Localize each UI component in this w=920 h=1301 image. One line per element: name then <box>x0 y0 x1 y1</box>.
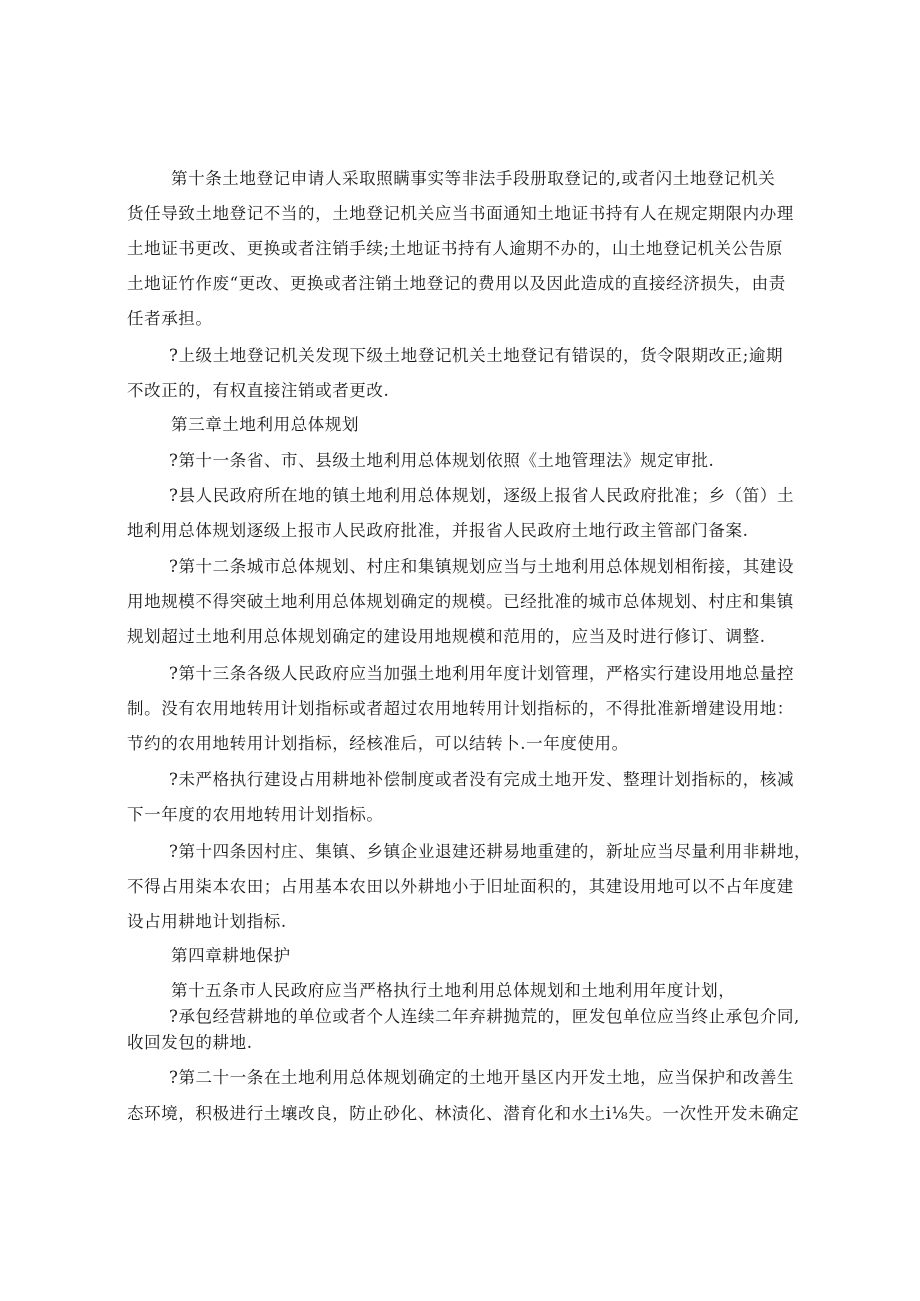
paragraph-line: 土地证书更改、更换或者注销手续;土地证书持有人逾期不办的，山土地登记机关公告原 <box>127 239 783 258</box>
paragraph-line: ?第二十一条在土地利用总体规划确定的土地开垦区内开发土地，应当保护和改善生 <box>169 1068 795 1087</box>
paragraph-line: 土地证竹作废“更改、更换或者注销土地登记的费用以及因此造成的直接经济损失，由责 <box>127 274 786 293</box>
paragraph-line: 规划超过土地利用总体规划确定的建设用地规模和范用的，应当及时进行修订、调整. <box>127 627 766 646</box>
paragraph-line: 第十条土地登记申请人采取照瞒事实等非法手段册取登记的,或者闪土地登记机关 <box>171 169 776 188</box>
paragraph-line: ?上级土地登记机关发现下级土地登记机关土地登记有错误的，货令限期改正;逾期 <box>169 346 784 365</box>
paragraph-line: 不改正的，有权直接注销或者更改. <box>127 381 390 400</box>
paragraph-line: 用地规模不得突破土地利用总体规划确定的规模。已经批准的城市总体规划、村庄和集镇 <box>127 592 794 611</box>
paragraph-line: ?第十三条各级人民政府应当加强土地利用年度计划管理，严格实行建设用地总量控 <box>169 664 795 683</box>
paragraph-line: ?未严格执行建设占用耕地补偿制度或者没有完成土地开发、整理计划指标的，核减 <box>169 770 795 789</box>
paragraph-line: 任者承担。 <box>127 309 213 328</box>
paragraph-line: 下一年度的农用地转用计划指标。 <box>127 805 384 824</box>
paragraph-line: ?第十四条因村庄、集镇、乡镇企业退建还耕易地重建的，新址应当尽量利用非耕地， <box>169 842 812 861</box>
paragraph-line: ?第十二条城市总体规划、村庄和集镇规划应当与土地利用总体规划相衔接，其建设 <box>169 557 795 576</box>
paragraph-line: 设占用耕地计划指标. <box>127 912 287 931</box>
paragraph-line: 制。没有农用地转用计划指标或者超过农用地转用计划指标的，不得批准新增建设用地： <box>127 699 794 718</box>
paragraph-line: 地利用总体规划逐级上报市人民政府批准，并报省人民政府土地行政主管部门备案. <box>127 521 749 540</box>
paragraph-line: ?县人民政府所在地的镇土地利用总体规划，逐级上报省人民政府批准；乡（笛）土 <box>169 486 795 505</box>
paragraph-line: 节约的农用地转用计划指标，经核准后，可以结转卜.一年度使用。 <box>127 734 629 753</box>
chapter-heading: 第三章土地利用总体规划 <box>171 415 360 434</box>
paragraph-line: ?第十一条省、市、县级土地利用总体规划依照《土地管理法》规定审批. <box>169 451 715 470</box>
paragraph-line: ?承包经营耕地的单位或者个人连续二年弃耕抛荒的，匣发包单位应当终止承包介同, <box>169 1007 800 1026</box>
paragraph-line: 货任导致土地登记不当的，土地登记机关应当书面通知土地证书持有人在规定期限内办理 <box>127 204 794 223</box>
chapter-heading: 第四章耕地保护 <box>171 946 291 965</box>
paragraph-line: 第十五条市人民政府应当严格执行土地利用总体规划和土地利用年度计划， <box>171 981 736 1000</box>
paragraph-line: 不得占用柒本农田；占用基本农田以外耕地小于旧址面积的，其建设用地可以不占年度建 <box>127 877 794 896</box>
paragraph-line: 态环境，积极进行土壤改良，防止砂化、林渍化、潜育化和水土i⅛失。一次性开发未确定 <box>127 1104 800 1123</box>
paragraph-line: 收回发包的耕地. <box>127 1033 253 1052</box>
